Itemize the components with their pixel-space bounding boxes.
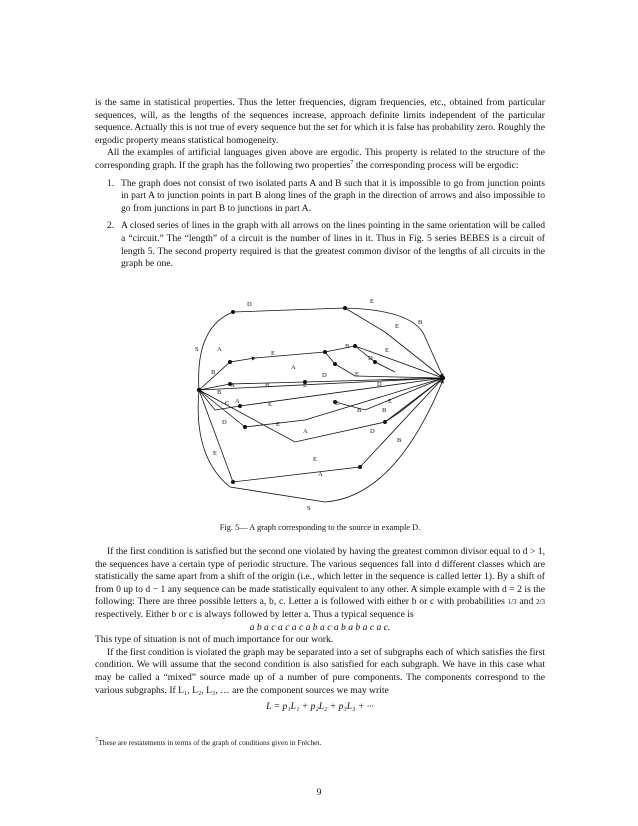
paragraph-periodic-text: If the first condition is satisfied but the second one violated by having the greatest common divisor equal to d > 1, the sequences have a certain type of periodic structure. The various sequences fall into d different classes which are statistically the same apart from a shift of the origin (i.e., which letter in the sequence is called letter 1). By a shift of from 0 up to d − 1 any sequence can be made statistically equivalent to any other. A simple example with d = 2 is the following: There are three possible letters a, b, c. Letter a is followed with either b or c with probabilities bbox=[95, 546, 545, 608]
page-number: 9 bbox=[316, 787, 322, 798]
edge-label: A bbox=[217, 346, 222, 353]
fraction-two-thirds: 2/3 bbox=[536, 598, 545, 607]
footnote bbox=[95, 738, 545, 747]
edge-label: E bbox=[313, 456, 317, 463]
edge-label: E bbox=[388, 398, 392, 405]
edge-label: D bbox=[222, 419, 227, 426]
edge-label: B bbox=[217, 389, 222, 396]
condition-item-1-number: 1. bbox=[107, 177, 115, 189]
figure-5-graph bbox=[185, 292, 450, 514]
condition-item-2 bbox=[107, 220, 545, 270]
top-text-block bbox=[95, 97, 545, 271]
edge-label: B bbox=[211, 369, 216, 376]
edge-label: D bbox=[370, 428, 375, 435]
edge-label: B bbox=[382, 407, 387, 414]
edge-label: E bbox=[335, 400, 339, 407]
footnote-ref: 7 bbox=[350, 158, 354, 166]
edge-label: E bbox=[271, 350, 275, 357]
mixed-source-equation: L = p₁L₁ + p₂L₂ + p₃L₃ + ··· bbox=[266, 701, 374, 713]
paragraph-ergodic-examples-b: the corresponding process will be ergodic: bbox=[353, 159, 519, 171]
edge-label: E bbox=[395, 323, 399, 330]
condition-list bbox=[95, 178, 545, 271]
edge-label: A bbox=[235, 398, 240, 405]
edge-label: S bbox=[195, 346, 199, 353]
edge-label: B bbox=[418, 319, 423, 326]
edge-label: E bbox=[213, 450, 217, 457]
edge-label: S bbox=[231, 382, 235, 389]
edge-label: A bbox=[303, 428, 308, 435]
edge-label: E bbox=[385, 347, 389, 354]
paragraph-importance: This type of situation is not of much importance for our work. bbox=[95, 634, 334, 646]
edge-label: A bbox=[318, 471, 323, 478]
edge-label: D bbox=[322, 372, 327, 379]
bottom-text-block bbox=[95, 546, 545, 714]
paragraph-periodic-end: respectively. Either b or c is always followed by letter a. Thus a typical sequence is bbox=[95, 608, 414, 620]
edge-label: D bbox=[368, 355, 373, 362]
and-text: and bbox=[516, 596, 537, 608]
edge-label: E bbox=[276, 421, 280, 428]
condition-item-1-text: The graph does not consist of two isolated parts A and B such that it is impossible to go from junction points in part A to junction points in part B along lines of the graph in the direction of arrows and also impossible to go from junctions in part B to junctions in part A. bbox=[121, 177, 545, 214]
typical-sequence: a b a c a c a c a b a c a b a b a c a c. bbox=[249, 621, 391, 633]
edge-label: D bbox=[247, 301, 252, 308]
figure-caption: Fig. 5— A graph corresponding to the source in example D. bbox=[219, 523, 421, 532]
fraction-one-third: 1/3 bbox=[507, 598, 517, 607]
edge-label: E bbox=[355, 371, 359, 378]
paragraph-ergodic-definition: is the same in statistical properties. Thus the letter frequencies, digram frequencies, etc., obtained from particular sequences, will, as the lengths of the sequences increase, approach definite limits independent of the particular sequence. Actually this is not true of every sequence but the set for which it is false has probability zero. Roughly the ergodic property means statistical homogeneity. bbox=[95, 97, 545, 146]
edge-label: E bbox=[370, 298, 374, 305]
condition-item-2-number: 2. bbox=[107, 220, 115, 232]
edge-label: B bbox=[357, 407, 362, 414]
edge-label: D bbox=[377, 381, 382, 388]
graph-diagram bbox=[185, 292, 450, 514]
condition-item-1 bbox=[107, 178, 545, 216]
edge-label: B bbox=[345, 343, 350, 350]
graph-edge-labels bbox=[195, 298, 423, 512]
edge-label: A bbox=[291, 364, 296, 371]
paragraph-ergodic-examples bbox=[95, 147, 545, 172]
edge-label: B bbox=[397, 437, 402, 444]
edge-label: S bbox=[307, 505, 311, 512]
footnote-mark: 7 bbox=[95, 736, 99, 744]
edge-label: B bbox=[265, 382, 270, 389]
edge-label: E bbox=[268, 401, 272, 408]
edge-label: C bbox=[225, 400, 230, 407]
edge-label: E bbox=[303, 382, 307, 389]
paragraph-periodic bbox=[95, 546, 545, 622]
paragraph-ergodic-examples-a: All the examples of artificial languages given above are ergodic. This property is related to the structure of the corresponding graph. If the graph has the following two properties bbox=[95, 147, 545, 171]
paragraph-mixed-source: If the first condition is violated the graph may be separated into a set of subgraphs each of which satisfies the first condition. We will assume that the second condition is also satisfied for each subgraph. We have in this case what may be called a “mixed” source made up of a number of pure components. The components correspond to the various subgraphs. If L₁, L₂, L₃, … are the component sources we may write bbox=[95, 646, 545, 696]
footnote-text: These are restatements in terms of the graph of conditions given in Fréchet. bbox=[98, 738, 322, 747]
condition-item-2-text: A closed series of lines in the graph with all arrows on the lines pointing in the same orientation will be called a “circuit.” The “length” of a circuit is the number of lines in it. Thus in Fig. 5 series BEBES is a circuit of length 5. The second property required is that the greatest common divisor of the lengths of all circuits in the graph be one. bbox=[121, 220, 545, 270]
